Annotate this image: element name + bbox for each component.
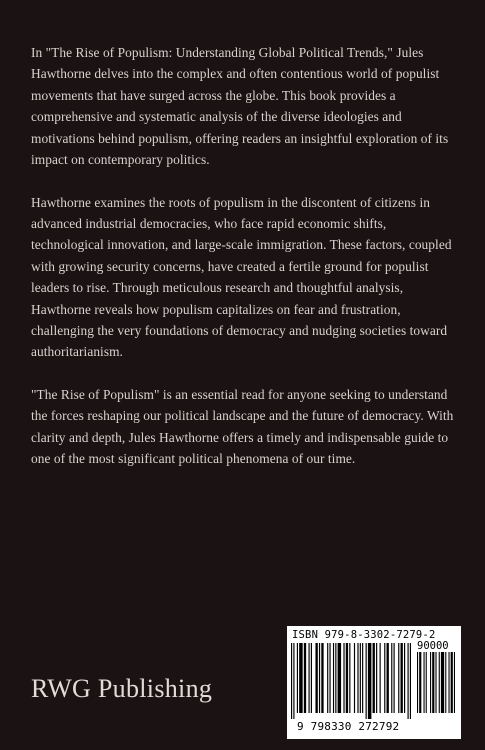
blurb-paragraph-3: "The Rise of Populism" is an essential read for anyone seeking to understand the forces reshaping our political landscape and the future of democracy. With clarity and depth, Jules Hawthorne offers a timely and indispensable guide to one of the most significant political phenomena of our time. <box>31 387 454 467</box>
blurb-paragraph-1: In "The Rise of Populism: Understanding Global Political Trends," Jules Hawthorne delves into the complex and often contentious world of populist movements that have surged across the globe. This book provides a comprehensive and systematic analysis of the diverse ideologies and motivations behind populism, offering readers an insightful exploration of its impact on contemporary politics. <box>31 45 449 168</box>
barcode-addon-bars-icon <box>417 652 455 719</box>
barcode-bars-icon <box>291 643 411 719</box>
blurb-text <box>31 42 461 491</box>
blurb-paragraph-2: Hawthorne examines the roots of populism in the discontent of citizens in advanced industrial democracies, who face rapid economic shifts, technological innovation, and large-scale immigration. These factors, coupled with growing security concerns, have created a fertile ground for populist leaders to rise. Through meticulous research and thoughtful analysis, Hawthorne reveals how populism capitalizes on fear and frustration, challenging the very foundations of democracy and nudging societies toward authoritarianism. <box>31 194 452 360</box>
publisher-name: RWG Publishing <box>31 674 213 703</box>
isbn-barcode <box>287 626 461 739</box>
barcode-digits: 9 798330 272792 <box>297 720 400 733</box>
isbn-label: ISBN 979-8-3302-7279-2 <box>292 629 436 641</box>
price-code: 90000 <box>417 640 449 652</box>
